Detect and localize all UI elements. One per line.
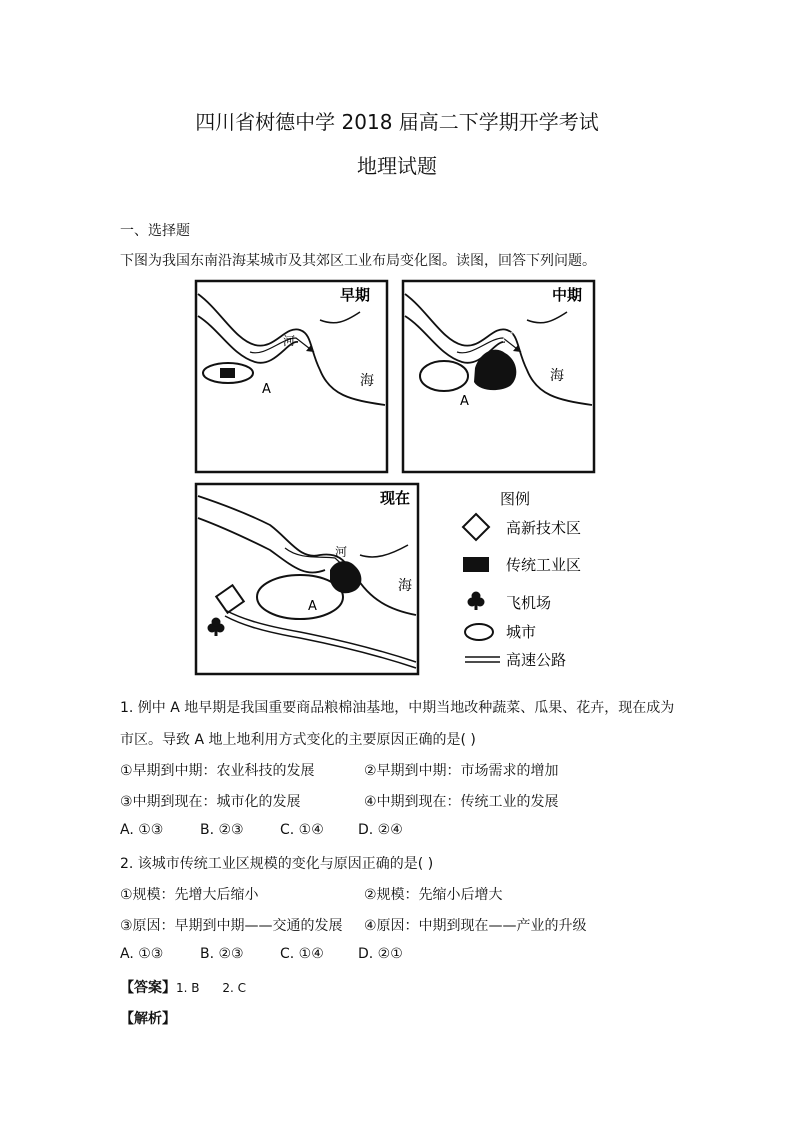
q1-choice-c: C. ①④ [280,822,324,838]
q1-choice-b: B. ②③ [200,822,244,838]
city-icon [465,624,493,640]
q1-statement-3: ③中期到现在：城市化的发展 [120,794,301,810]
q2-choice-c: C. ①④ [280,946,324,962]
section-heading: 一、选择题 [120,223,190,239]
q2-choice-b: B. ②③ [200,946,244,962]
airport-icon [208,618,225,637]
q1-choice-d: D. ②④ [358,822,403,838]
label-sea-now: 海 [398,578,412,594]
q1-statement-2: ②早期到中期：市场需求的增加 [364,763,559,779]
q1-stem-line1: 1. 例中 A 地早期是我国重要商品粮棉油基地，中期当地改种蔬菜、瓜果、花卉，现在成为 [120,700,675,716]
q2-statement-4: ④原因：中期到现在——产业的升级 [364,918,587,934]
q2-statement-1: ①规模：先增大后缩小 [120,887,259,903]
label-sea-middle: 海 [550,368,564,384]
high-tech-zone-icon [463,514,489,540]
map-panel-now [196,484,418,674]
intro-text: 下图为我国东南沿海某城市及其郊区工业布局变化图。读图，回答下列问题。 [120,253,596,269]
legend-item-highway: 高速公路 [506,651,567,669]
traditional-industry-icon [463,557,489,572]
label-now: 现在 [380,489,411,507]
page-subtitle: 地理试题 [357,154,437,178]
q1-statement-1: ①早期到中期：农业科技的发展 [120,763,315,779]
label-river-early: 河 [283,334,296,348]
analysis-label: 【解析】 [120,1011,176,1027]
legend-item-high-tech: 高新技术区 [506,519,582,537]
label-river-now: 河 [335,545,348,559]
label-sea-early: 海 [360,373,374,389]
map-legend [463,490,581,669]
q1-stem-line2: 市区。导致 A 地上地利用方式变化的主要原因正确的是( ) [120,732,476,748]
answer-label: 【答案】 [120,980,176,996]
map-panel-middle [403,281,594,472]
q2-statement-2: ②规模：先缩小后增大 [364,887,503,903]
map-panel-early [196,281,387,472]
label-early: 早期 [340,286,371,304]
q1-statement-4: ④中期到现在：传统工业的发展 [364,794,559,810]
q2-choice-d: D. ②① [358,946,403,962]
legend-item-traditional: 传统工业区 [506,556,582,574]
q2-stem: 2. 该城市传统工业区规模的变化与原因正确的是( ) [120,856,434,872]
label-a-early: A [262,382,271,397]
label-a-middle: A [460,394,469,409]
legend-title: 图例 [500,490,531,508]
answer-row [120,977,246,997]
page-title: 四川省树德中学 2018 届高二下学期开学考试 [195,110,599,134]
q2-statement-3: ③原因：早期到中期——交通的发展 [120,918,343,934]
legend-item-airport: 飞机场 [506,594,552,612]
label-a-now: A [308,599,317,614]
legend-item-city: 城市 [506,623,537,641]
label-middle: 中期 [552,286,583,304]
q2-choice-a: A. ①③ [120,946,164,962]
label-river-middle: 河 [502,330,515,344]
q1-choice-a: A. ①③ [120,822,164,838]
legend-airport-icon [468,592,485,611]
answer-text: 1. B 2. C [176,981,247,995]
